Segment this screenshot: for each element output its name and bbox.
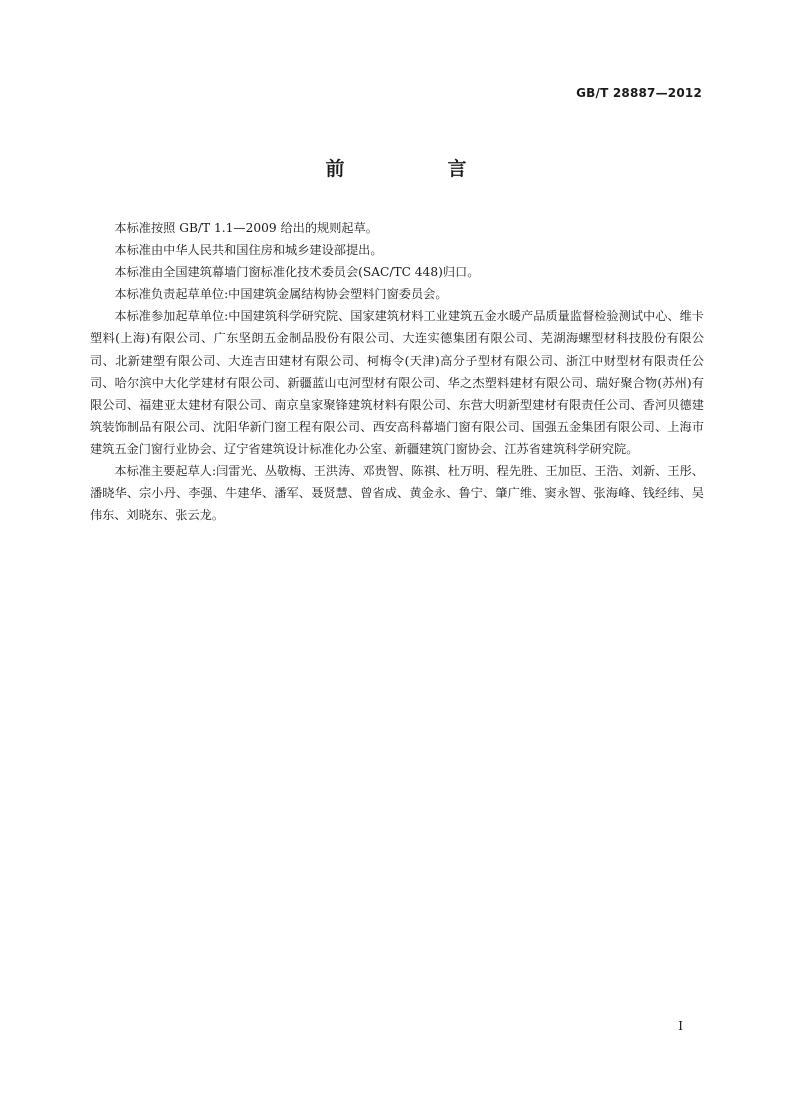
paragraph-lead-drafter: 本标准负责起草单位:中国建筑金属结构协会塑料门窗委员会。 — [114, 287, 448, 302]
paragraph-proposer: 本标准由中华人民共和国住房和城乡建设部提出。 — [114, 243, 383, 258]
paragraph-participating-units: 本标准参加起草单位:中国建筑科学研究院、国家建筑材料工业建筑五金水暖产品质量监督检验测试中心、维卡塑料(上海)有限公司、广东坚朗五金制品股份有限公司、大连实德集团有限公司、芜湖海螺型材科技股份有限公司、北新建塑有限公司、大连吉田建材有限公司、柯梅令(天津)高分子型材有限公司、浙江中财型材有限责任公司、哈尔滨中大化学建材有限公司、新疆蓝山屯河型材有限公司、华之杰塑料建材有限公司、瑞好聚合物(苏州)有限公司、福建亚太建材有限公司、南京皇家聚锋建筑材料有限公司、东营大明新型建材有限责任公司、香河贝德建筑装饰制品有限公司、沈阳华新门窗工程有限公司、西安高科幕墙门窗有限公司、国强五金集团有限公司、上海市建筑五金门窗行业协会、辽宁省建筑设计标准化办公室、新疆建筑门窗协会、江苏省建筑科学研究院。 — [90, 309, 704, 456]
paragraph-drafting-rules: 本标准按照 GB/T 1.1—2009 给出的规则起草。 — [114, 221, 378, 235]
page-title: 前 言 — [325, 158, 509, 180]
document-body — [90, 217, 704, 526]
page-number: I — [678, 1019, 683, 1033]
paragraph-committee: 本标准由全国建筑幕墙门窗标准化技术委员会(SAC/TC 448)归口。 — [114, 265, 480, 280]
standard-code: GB/T 28887—2012 — [576, 86, 702, 100]
paragraph-main-drafters: 本标准主要起草人:闫雷光、丛敬梅、王洪涛、邓贵智、陈祺、杜万明、程先胜、王加臣、王浩、刘新、王彤、潘晓华、宗小丹、李强、牛建华、潘军、聂贤慧、曾省成、黄金永、鲁宁、肇广维、窦永智、张海峰、钱经纬、吴伟东、刘晓东、张云龙。 — [90, 464, 704, 523]
